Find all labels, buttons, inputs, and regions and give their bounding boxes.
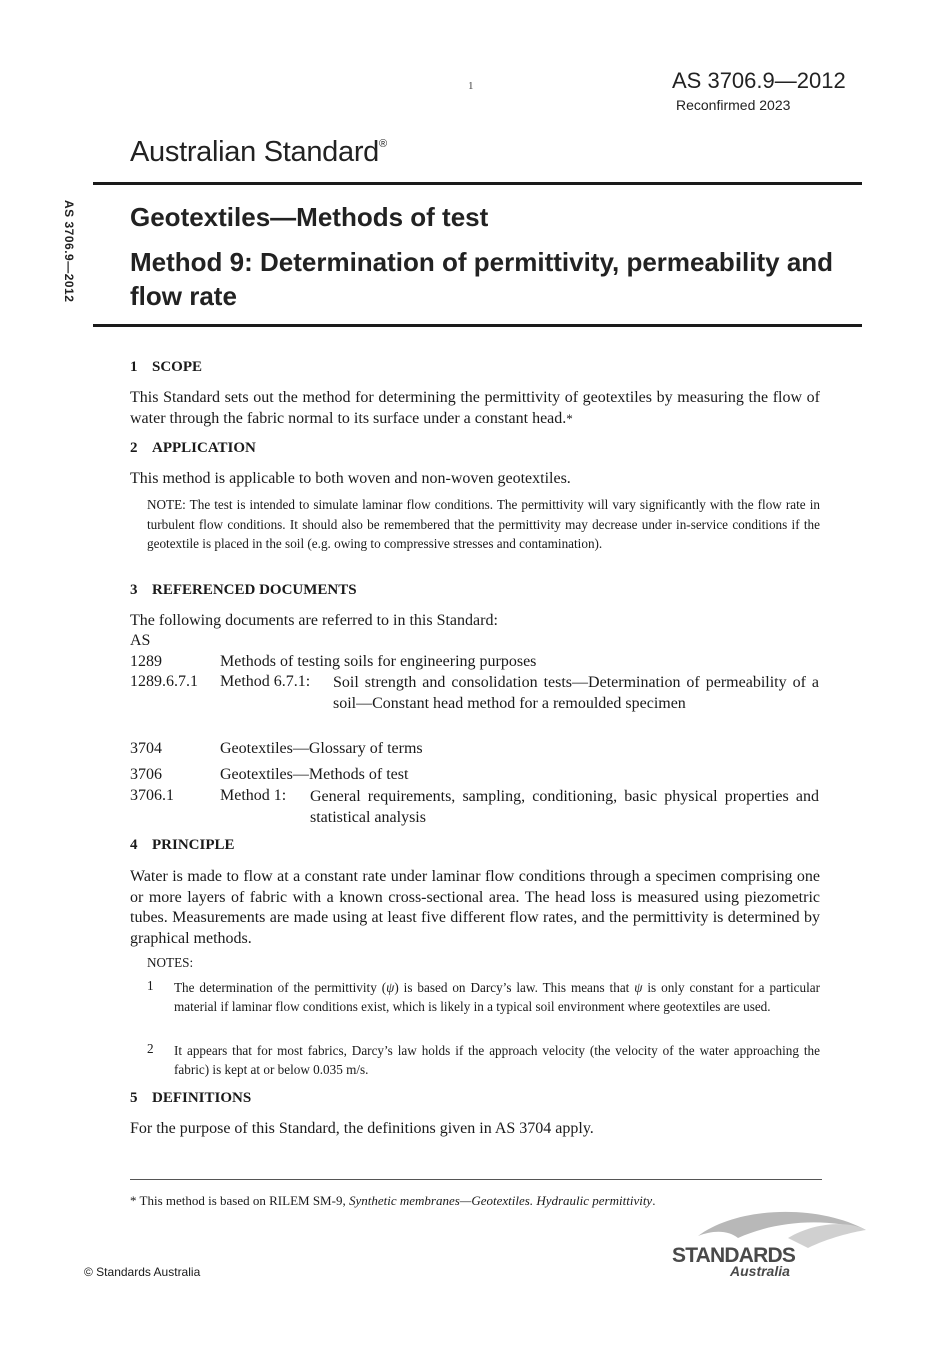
- footnote-rule: [130, 1179, 822, 1180]
- definitions-text: For the purpose of this Standard, the definitions given in AS 3704 apply.: [130, 1120, 594, 1137]
- notes-label: NOTES:: [147, 955, 194, 970]
- section-number: 2: [130, 440, 138, 456]
- logo-text-standards: STANDARDS: [672, 1244, 796, 1267]
- registered-mark: ®: [379, 138, 387, 150]
- scope-text: This Standard sets out the method for determining the permittivity of geotextiles by measuring the flow of water through the fabric normal to its surface under a constant head.: [130, 389, 820, 427]
- brand-title: [130, 136, 387, 169]
- reference-title: General requirements, sampling, conditioning, basic physical properties and statistical analysis: [310, 788, 819, 826]
- references-group: AS: [130, 632, 151, 649]
- note-number: 2: [147, 1041, 154, 1056]
- footnote-italic-title: Synthetic membranes—Geotextiles. Hydraulic permittivity: [348, 1193, 653, 1208]
- section-title: SCOPE: [152, 359, 203, 375]
- logo-text-australia: Australia: [730, 1263, 790, 1278]
- page-number: 1: [468, 80, 474, 92]
- section-heading-definitions: [130, 1090, 251, 1107]
- principle-paragraph: Water is made to flow at a constant rate under laminar flow conditions through a specimen comprising one or more layers of fabric with a known cross-sectional area. The head loss is measured using piezometric tubes. Measurements are made using at least five different flow rates, and the permittivity is determined by graphical methods.: [130, 868, 820, 947]
- standards-australia-logo: [668, 1208, 868, 1278]
- references-intro: The following documents are referred to in this Standard:: [130, 612, 498, 629]
- scope-paragraph: [130, 388, 820, 429]
- reference-code: 3706: [130, 766, 162, 783]
- section-heading-principle: [130, 837, 235, 854]
- note-text: The determination of the permittivity (: [174, 980, 387, 995]
- reference-code: 3706.1: [130, 787, 174, 804]
- footnote-text: This method is based on RILEM SM-9,: [139, 1193, 349, 1208]
- reference-code: 1289.6.7.1: [130, 673, 198, 690]
- section-number: 1: [130, 359, 138, 375]
- logo-swoosh-tail: [788, 1224, 866, 1248]
- psi-symbol: ψ: [634, 980, 643, 995]
- section-title: PRINCIPLE: [152, 837, 235, 853]
- copyright: © Standards Australia: [84, 1265, 201, 1279]
- reference-title: Soil strength and consolidation tests—Determination of permeability of a soil—Constant head method for a remoulded specimen: [333, 674, 819, 712]
- footnote-reference: *: [566, 410, 573, 426]
- reference-method: Method 6.7.1:: [220, 673, 311, 690]
- section-title: DEFINITIONS: [152, 1090, 252, 1106]
- section-heading-scope: [130, 359, 202, 376]
- reconfirmed-label: Reconfirmed 2023: [676, 97, 791, 113]
- brand-text: Australian Standard: [130, 136, 380, 168]
- reference-code: 3704: [130, 740, 162, 757]
- note-text: ) is based on Darcy’s law. This means that: [394, 980, 635, 995]
- section-number: 5: [130, 1090, 138, 1106]
- reference-title: Geotextiles—Glossary of terms: [220, 740, 423, 757]
- footnote: [130, 1193, 655, 1209]
- footnote-text-end: .: [652, 1193, 656, 1208]
- section-title: REFERENCED DOCUMENTS: [152, 582, 357, 598]
- bottom-rule: [93, 324, 862, 327]
- top-rule: [93, 182, 862, 185]
- section-number: 4: [130, 837, 138, 853]
- side-label: AS 3706.9—2012: [62, 200, 76, 303]
- document-title: Geotextiles—Methods of test: [130, 202, 489, 232]
- note-number: 1: [147, 978, 154, 993]
- reference-code: 1289: [130, 653, 162, 670]
- reference-title: Methods of testing soils for engineering purposes: [220, 653, 537, 670]
- note-text: is only constant for a particular material if laminar flow conditions exist, which is likely in a typical soil environment where geotextiles are used.: [174, 980, 820, 1014]
- reference-method: Method 1:: [220, 787, 287, 804]
- section-number: 3: [130, 582, 138, 598]
- section-heading-references: [130, 582, 357, 599]
- section-title: APPLICATION: [152, 440, 256, 456]
- principle-note-2: It appears that for most fabrics, Darcy’s law holds if the approach velocity (the velocity of the water approaching the fabric) is kept at or below 0.035 m/s.: [174, 1043, 820, 1077]
- application-text: This method is applicable to both woven and non-woven geotextiles.: [130, 470, 571, 487]
- document-subtitle: Method 9: Determination of permittivity, permeability and flow rate: [130, 247, 834, 311]
- application-note: NOTE: The test is intended to simulate laminar flow conditions. The permittivity will vary significantly with the flow rate in turbulent flow conditions. It should also be remembered that the permittivity may decrease under in-service conditions if the geotextile is placed in the soil (e.g. owing to compressive stresses and contamination).: [147, 497, 820, 551]
- psi-symbol: ψ: [386, 980, 395, 995]
- principle-note-1: [174, 978, 820, 1016]
- reference-title: Geotextiles—Methods of test: [220, 766, 409, 783]
- standard-number: AS 3706.9—2012: [672, 68, 846, 93]
- section-heading-application: [130, 440, 256, 457]
- footnote-mark: *: [130, 1193, 137, 1208]
